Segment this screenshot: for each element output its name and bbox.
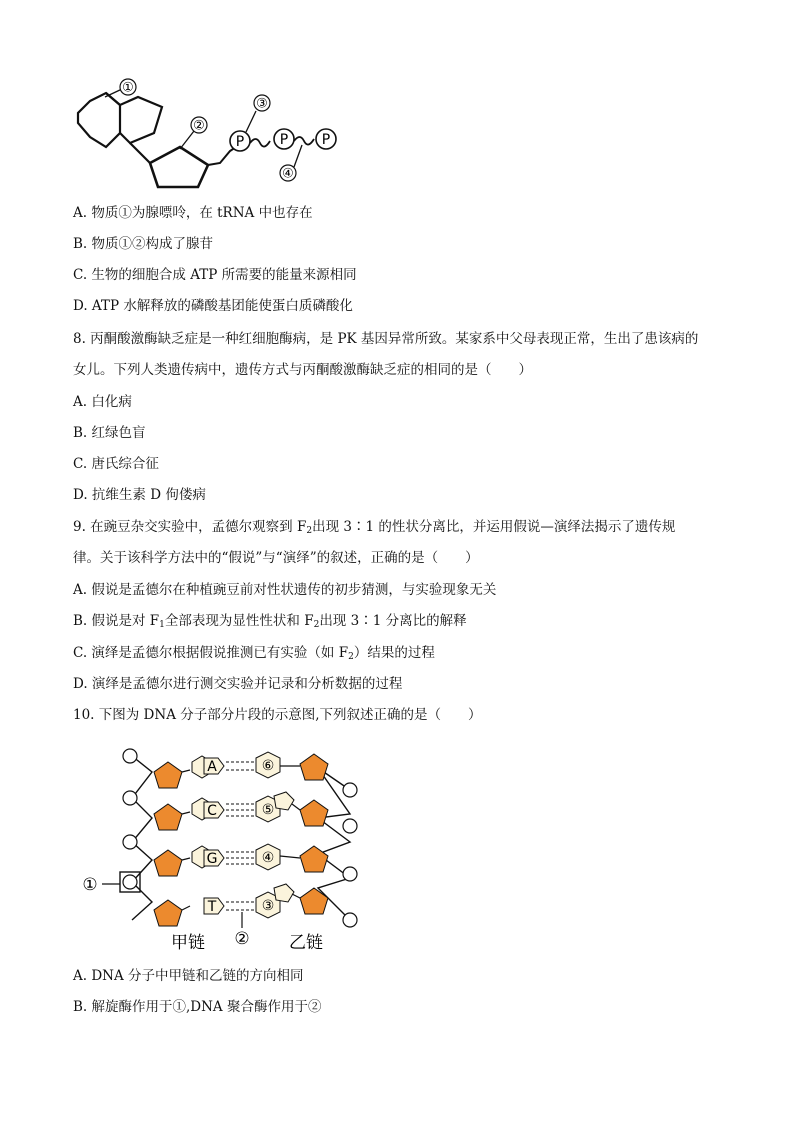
base-left-3: G (206, 851, 218, 867)
q10-option-b: B. 解旋酶作用于①,DNA 聚合酶作用于② (73, 999, 322, 1015)
q9-stem-line1: 9. 在豌豆杂交实验中，孟德尔观察到 $F_2$出现 3∶1 的性状分离比，并运用假说—演绎法揭示了遗传规 (73, 519, 676, 536)
label-2: ② (193, 118, 205, 134)
label-4: ④ (282, 166, 294, 182)
base-left-4: T (207, 899, 217, 915)
phosphate-3: P (321, 132, 331, 148)
q7-option-a: A. 物质①为腺嘌呤，在 tRNA 中也存在 (73, 205, 313, 221)
label-3: ③ (256, 96, 268, 112)
q9-option-c: C. 演绎是孟德尔根据假说推测已有实验（如 $F_2$）结果的过程 (73, 645, 435, 662)
q8-option-d: D. 抗维生素 D 佝偻病 (73, 487, 206, 503)
q9-option-a: A. 假说是孟德尔在种植豌豆前对性状遗传的初步猜测，与实验现象无关 (73, 582, 497, 598)
q9-option-b: B. 假说是对 $F_1$全部表现为显性性状和 $F_2$出现 3∶1 分离比的解释 (73, 613, 467, 630)
q10-stem: 10. 下图为 DNA 分子部分片段的示意图,下列叙述正确的是（ ） (73, 707, 482, 723)
atp-structure-figure (70, 75, 350, 195)
q8-stem-line1: 8. 丙酮酸激酶缺乏症是一种红细胞酶病，是 PK 基因异常所致。某家系中父母表现正常，生出了患该病的 (73, 331, 699, 347)
q9-stem-line2: 律。关于该科学方法中的“假说”与“演绎”的叙述，正确的是（ ） (73, 550, 479, 566)
phosphate-2: P (279, 132, 289, 148)
q9-option-d: D. 演绎是孟德尔进行测交实验并记录和分析数据的过程 (73, 676, 403, 692)
base-right-3: ③ (261, 898, 275, 914)
q8-stem-line2: 女儿。下列人类遗传病中，遗传方式与丙酮酸激酶缺乏症的相同的是（ ） (73, 362, 532, 378)
base-right-5: ⑤ (261, 802, 275, 818)
base-right-6: ⑥ (261, 758, 275, 774)
chain-label-right: 乙链 (289, 933, 323, 953)
q8-option-c: C. 唐氏综合征 (73, 456, 159, 472)
base-left-2: C (207, 803, 217, 819)
q8-option-b: B. 红绿色盲 (73, 425, 146, 441)
q10-option-a: A. DNA 分子中甲链和乙链的方向相同 (73, 968, 304, 984)
phosphate-1: P (235, 134, 245, 150)
base-left-1: A (207, 759, 217, 775)
label-1: ① (122, 80, 134, 96)
q8-option-a: A. 白化病 (73, 394, 132, 410)
q7-option-b: B. 物质①②构成了腺苷 (73, 236, 214, 252)
label-circle-1: ① (82, 875, 98, 895)
base-right-4: ④ (261, 850, 275, 866)
label-circle-2: ② (234, 929, 250, 949)
q7-option-c: C. 生物的细胞合成 ATP 所需要的能量来源相同 (73, 267, 357, 283)
chain-label-left: 甲链 (171, 933, 205, 953)
q7-option-d: D. ATP 水解释放的磷酸基团能使蛋白质磷酸化 (73, 298, 353, 314)
dna-structure-figure (78, 742, 368, 954)
